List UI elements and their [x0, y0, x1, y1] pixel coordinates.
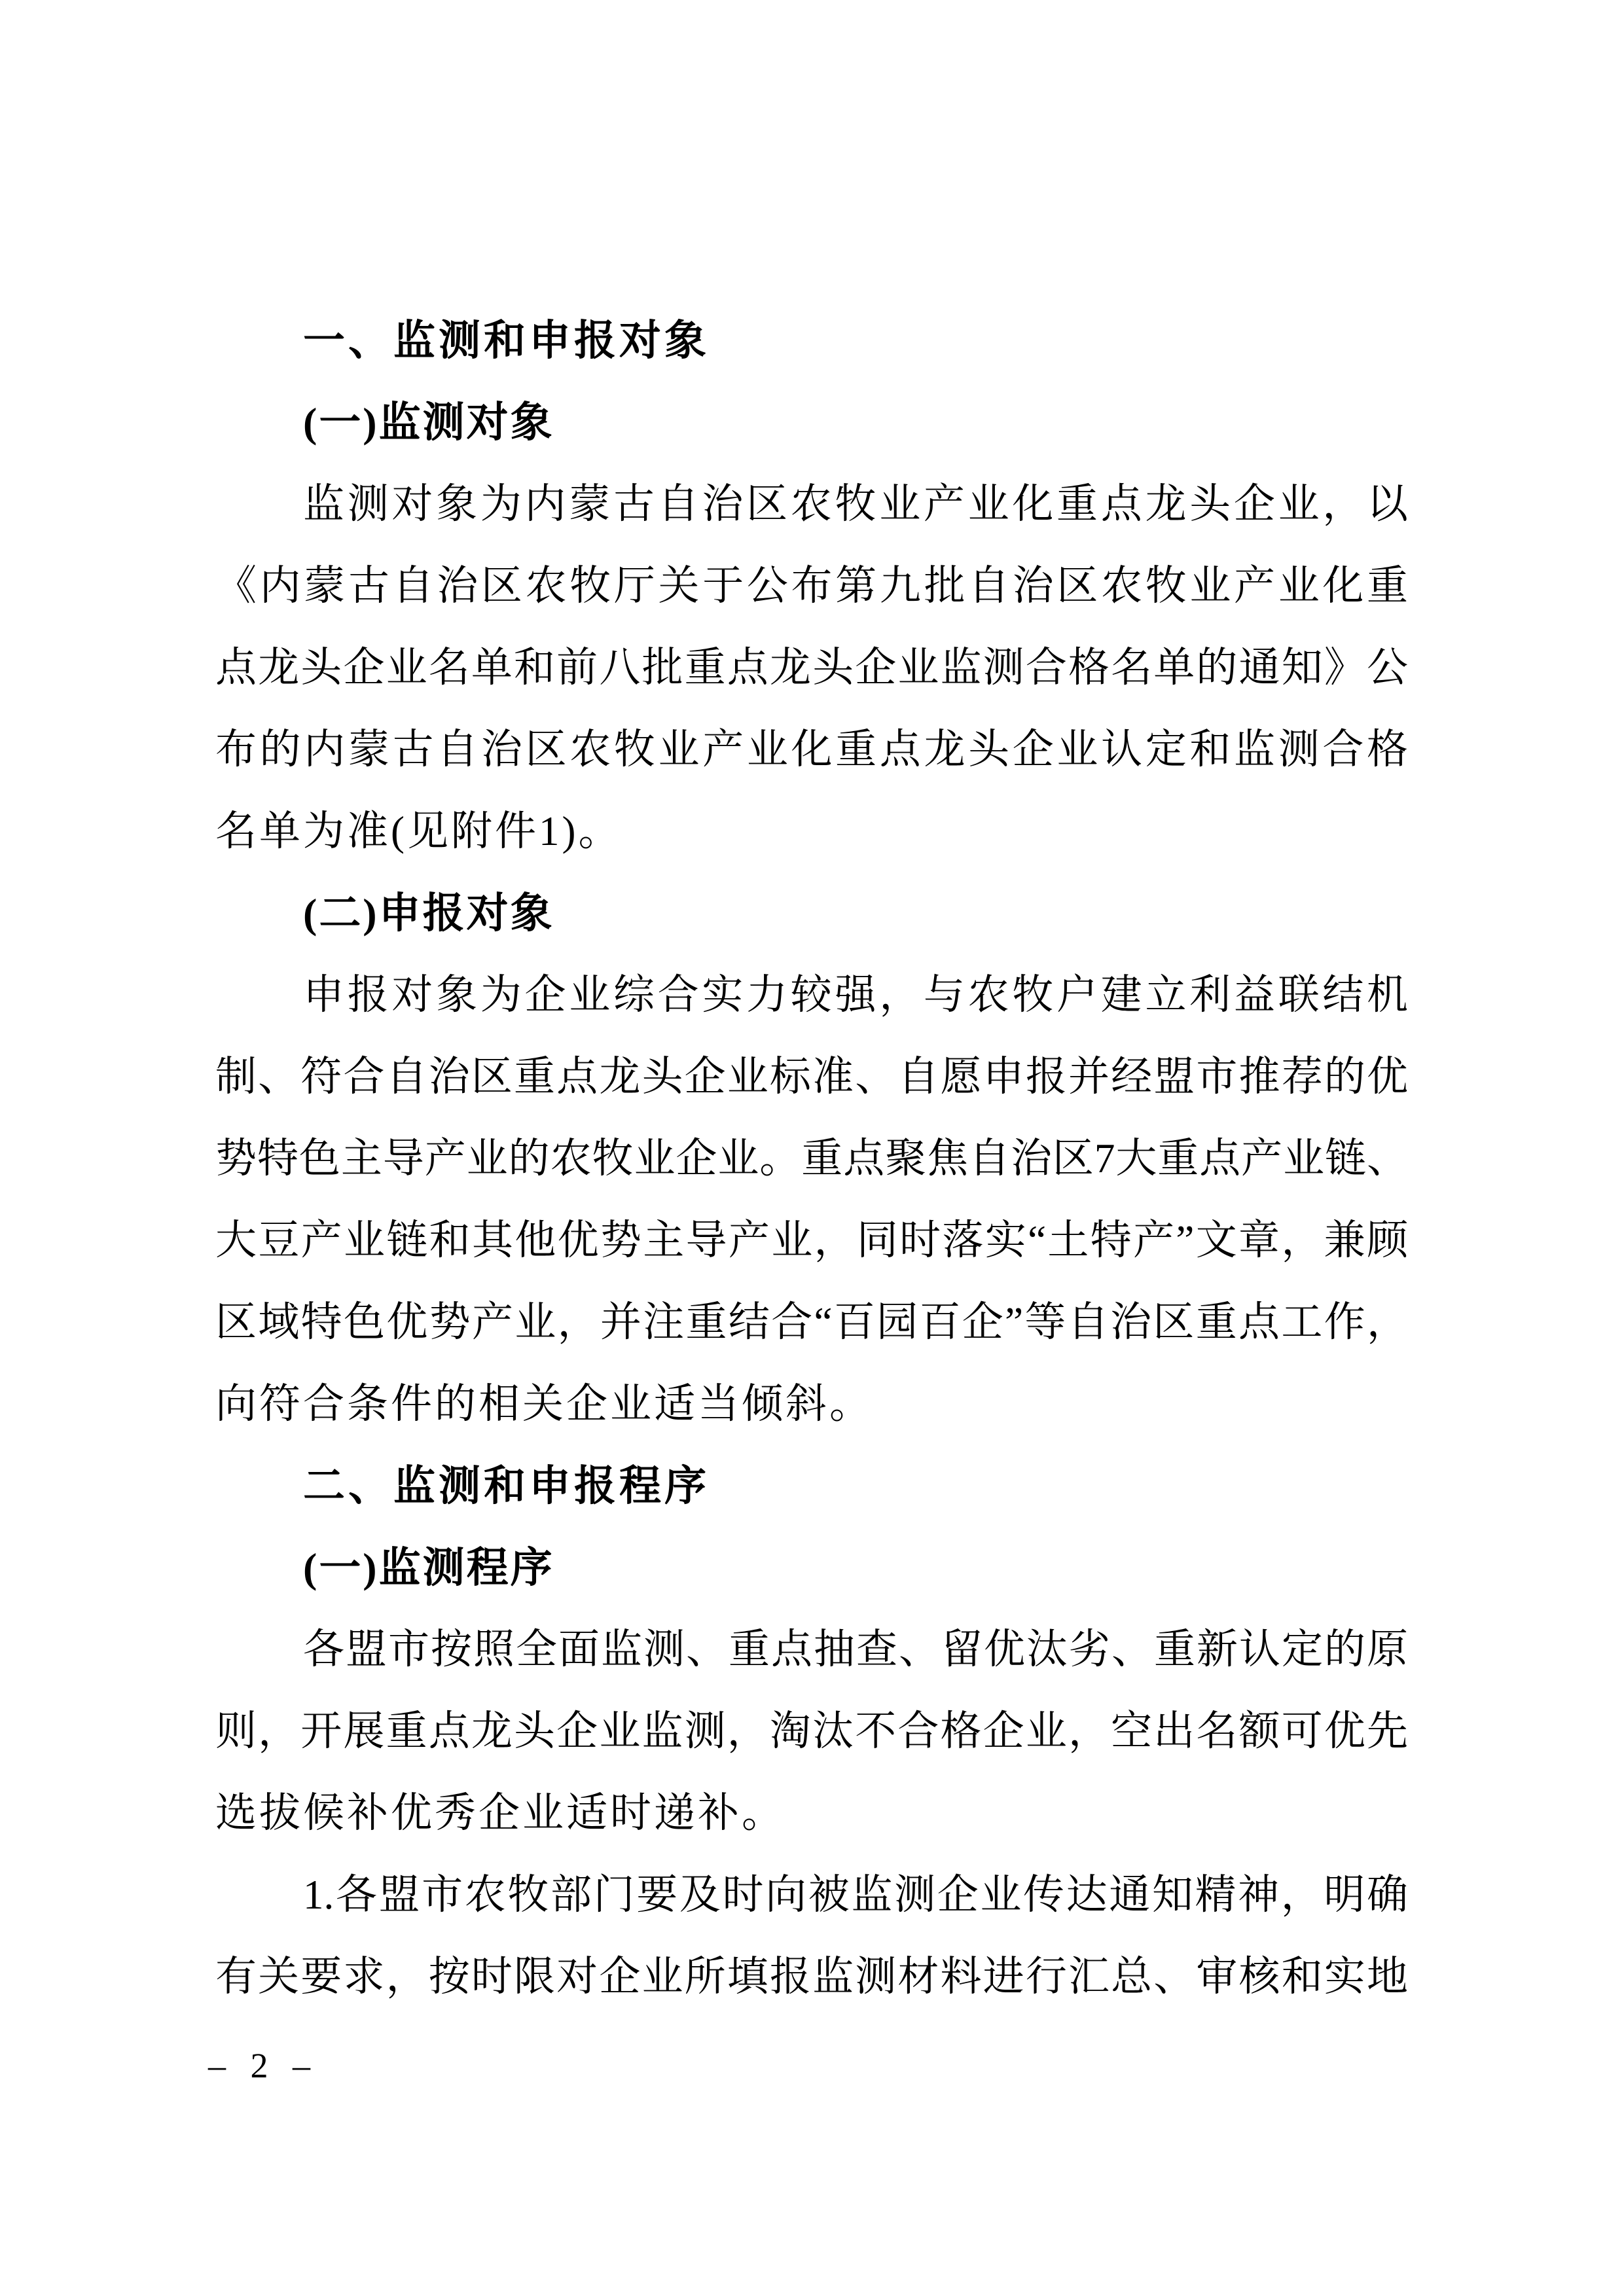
body-text-line: 监测对象为内蒙古自治区农牧业产业化重点龙头企业，以: [303, 481, 1408, 527]
subsection-2-1-heading: (一)监测程序: [303, 1545, 554, 1591]
body-text-line: 名单为准(见附件1)。: [215, 808, 623, 854]
document-body: [215, 300, 1408, 2018]
body-text-line: 区域特色优势产业，并注重结合“百园百企”等自治区重点工作，: [215, 1299, 1408, 1345]
body-text-line: 选拔候补优秀企业适时递补。: [215, 1790, 785, 1836]
body-text-line: 制、符合自治区重点龙头企业标准、自愿申报并经盟市推荐的优: [215, 1054, 1408, 1100]
subsection-1-2-heading: (二)申报对象: [303, 890, 554, 937]
subsection-1-1-heading: (一)监测对象: [303, 399, 554, 446]
body-text-line: 势特色主导产业的农牧业企业。重点聚焦自治区7大重点产业链、: [215, 1136, 1408, 1181]
body-text-line: 各盟市按照全面监测、重点抽查、留优汰劣、重新认定的原: [303, 1626, 1408, 1672]
body-text-line: 则，开展重点龙头企业监测，淘汰不合格企业，空出名额可优先: [215, 1708, 1408, 1754]
section-2-heading: 二、监测和申报程序: [303, 1462, 710, 1509]
body-text-line: 申报对象为企业综合实力较强，与农牧户建立利益联结机: [303, 972, 1408, 1018]
body-text-line: 点龙头企业名单和前八批重点龙头企业监测合格名单的通知》公: [215, 645, 1408, 691]
section-1-heading: 一、监测和申报对象: [303, 317, 710, 364]
page-number: – 2 –: [208, 2046, 318, 2085]
body-text-line: 1.各盟市农牧部门要及时向被监测企业传达通知精神，明确: [303, 1872, 1408, 1918]
body-text-line: 有关要求，按时限对企业所填报监测材料进行汇总、审核和实地: [215, 1954, 1408, 2000]
body-text-line: 布的内蒙古自治区农牧业产业化重点龙头企业认定和监测合格: [215, 726, 1408, 772]
body-text-line: 《内蒙古自治区农牧厅关于公布第九批自治区农牧业产业化重: [215, 563, 1408, 609]
body-text-line: 大豆产业链和其他优势主导产业，同时落实“土特产”文章，兼顾: [215, 1217, 1408, 1263]
body-text-line: 向符合条件的相关企业适当倾斜。: [215, 1381, 873, 1427]
